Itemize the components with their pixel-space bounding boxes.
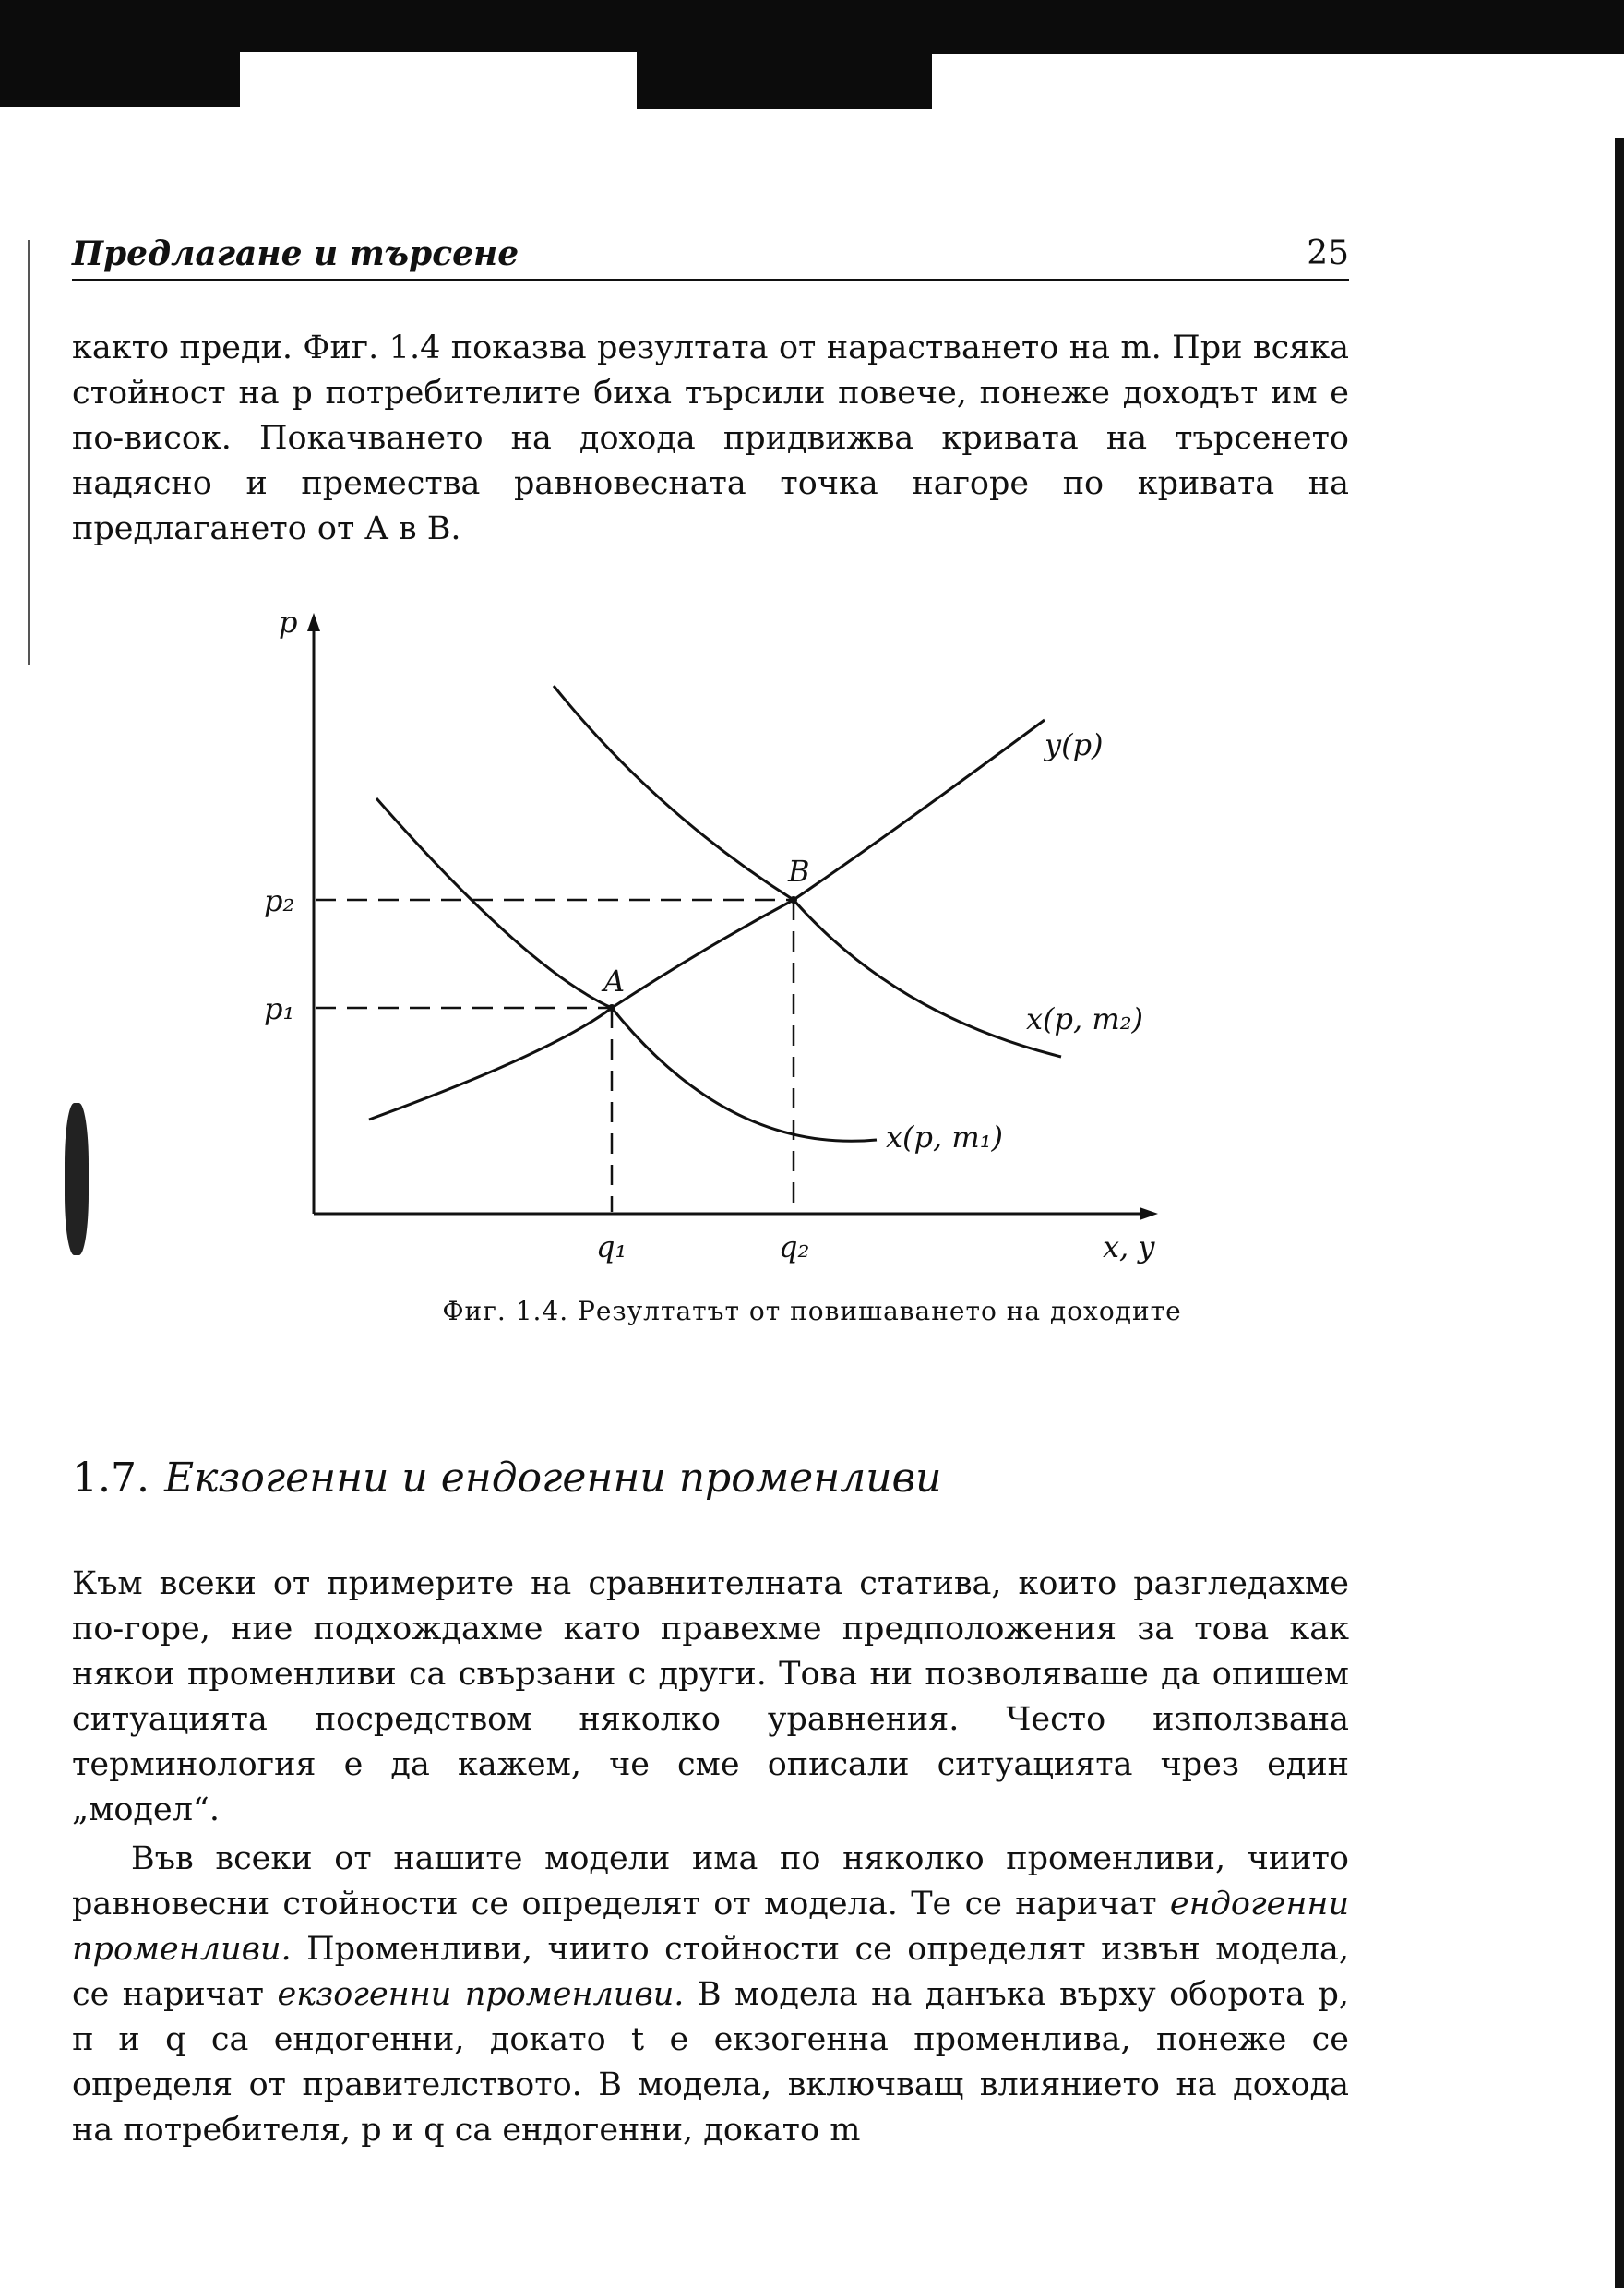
scan-border-tab-right — [932, 52, 1624, 54]
section-number: 1.7. — [72, 1455, 149, 1502]
point-b — [790, 896, 797, 904]
x-axis-arrow — [1140, 1207, 1158, 1220]
point-a-label: A — [603, 964, 626, 999]
demand-curve-m1 — [376, 798, 877, 1141]
point-b-label: B — [788, 854, 810, 889]
paragraph-variables-part-3: В модела на данъка върху оборота p, π и q са ендогенни, докато t е екзогенна променлива, понеже се определя от правителството. В модела, включващ влиянието на дохода на потребителя, p и q са ендогенни, докато m — [72, 1976, 1349, 2149]
supply-curve — [369, 720, 1045, 1120]
figure-diagram — [249, 600, 1172, 1274]
running-head-title: Предлагане и търсене — [72, 234, 519, 273]
section-heading — [72, 1455, 1364, 1502]
running-head — [72, 231, 1349, 281]
paragraph-variables-part-1: Във всеки от нашите модели има по няколко променливи, чиито равновесни стойности се определят от модела. Те се наричат — [72, 1840, 1349, 1923]
p2-label: p₂ — [264, 883, 295, 918]
demand-m1-label: x(p, m₁) — [886, 1120, 1004, 1155]
p1-label: p₁ — [264, 991, 295, 1026]
paragraph-models: Към всеки от примерите на сравнителната статива, които разгледахме по-горе, ние подхождахме като правехме предположения за това как някои променливи са свързани с други. Това ни позволяваше да опишем ситуацията посредством няколко уравнения. Често използвана терминология е да кажем, че сме описали ситуацията чрез един „модел“. — [72, 1565, 1349, 1828]
y-axis-arrow — [307, 613, 320, 631]
paragraph-variables-part-2: Променливи, чиито стойности се определят извън модела, се наричат — [72, 1931, 1349, 2013]
figure-caption: Фиг. 1.4. Резултатът от повишаването на доходите — [442, 1296, 1182, 1326]
page-number: 25 — [1307, 234, 1349, 272]
scan-margin-line — [28, 240, 30, 665]
q1-label: q₁ — [596, 1229, 627, 1264]
scan-border-right — [1615, 138, 1624, 2288]
point-a — [608, 1004, 615, 1012]
figure-1-4 — [249, 600, 1172, 1274]
section-title: Екзогенни и ендогенни променливи — [163, 1455, 942, 1502]
scan-border-top — [0, 0, 1624, 52]
y-axis-label: p — [279, 605, 298, 640]
demand-m2-label: x(p, m₂) — [1026, 1001, 1144, 1036]
scan-border-tab-center — [637, 52, 932, 109]
scan-margin-blot — [65, 1103, 89, 1255]
scan-border-tab-left — [0, 52, 240, 107]
q2-label: q₂ — [779, 1229, 810, 1264]
term-exogenous: екзогенни променливи. — [277, 1976, 685, 2013]
x-axis-label: x, y — [1103, 1229, 1155, 1264]
paragraph-intro: както преди. Фиг. 1.4 показва резултата от нарастването на m. При всяка стойност на p потребителите биха търсили повече, понеже доходът им е по-висок. Покачването на дохода придвижва кривата на търсенето надясно и премества равновесната точка нагоре по кривата на предлагането от A в B. — [72, 329, 1349, 547]
paragraph-variables — [72, 1837, 1349, 2153]
supply-curve-label: y(p) — [1045, 727, 1104, 762]
term-endogenous: ендогенни променливи. — [72, 1886, 1349, 1968]
